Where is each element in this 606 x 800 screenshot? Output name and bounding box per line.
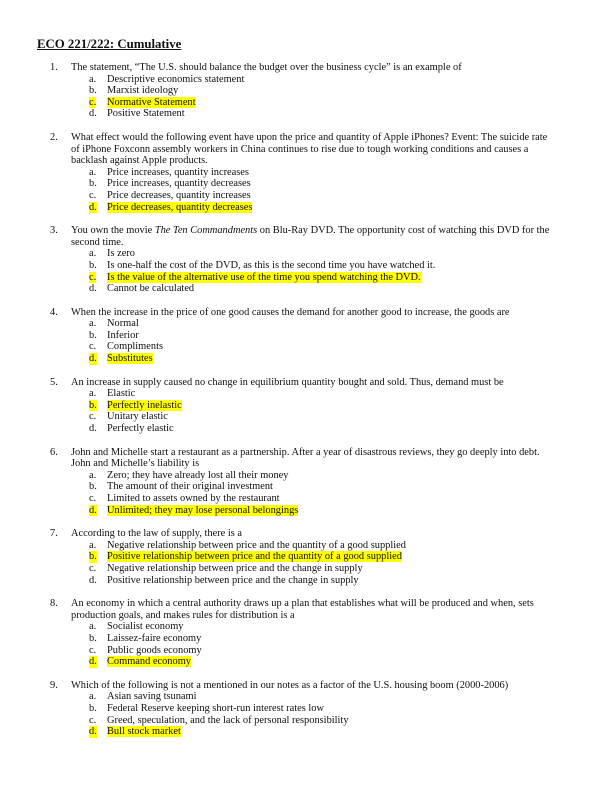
question-number: 7. (50, 528, 58, 540)
option-letter: d. (89, 353, 97, 365)
answer-option (71, 283, 558, 295)
option-letter: b. (89, 481, 97, 493)
option-letter: b. (89, 702, 97, 714)
option-letter: c. (89, 714, 97, 726)
option-text: Elastic (107, 388, 136, 400)
option-text: Compliments (107, 341, 163, 353)
option-text: Positive relationship between price and the change in supply (107, 574, 359, 586)
option-letter: d. (89, 423, 97, 435)
option-text: Is one-half the cost of the DVD, as this is the second time you have watched it. (107, 259, 436, 271)
option-text: Bull stock market (107, 726, 181, 738)
answer-option (71, 575, 558, 587)
option-letter: c. (89, 189, 97, 201)
question-text: When the increase in the price of one good causes the demand for another good to increase, the goods are (71, 306, 510, 318)
option-letter: a. (89, 621, 97, 633)
question-text-part: You own the movie (71, 225, 155, 237)
answer-option (71, 178, 558, 190)
answer-option (71, 260, 558, 272)
answer-option-highlighted (71, 202, 558, 214)
question-number: 9. (50, 679, 58, 691)
answer-option (71, 493, 558, 505)
question-text: The statement, “The U.S. should balance the budget over the business cycle” is an example of (71, 62, 462, 73)
answer-options (71, 691, 558, 737)
option-letter: b. (89, 632, 97, 644)
answer-option (71, 645, 558, 657)
question-number: 3. (50, 225, 58, 237)
answer-option-highlighted (71, 353, 558, 365)
answer-options (71, 388, 558, 434)
option-text: Command economy (107, 656, 191, 668)
answer-option-highlighted (71, 656, 558, 668)
option-letter: c. (89, 493, 97, 504)
question-text: What effect would the following event have upon the price and quantity of Apple iPhones? Event: The suicide rate of iPhone Foxconn assembly workers in China continues to rise due to tough working conditions and causes a backlash against Apple products. (71, 131, 548, 167)
option-text: Asian saving tsunami (107, 691, 197, 703)
answer-options (71, 621, 558, 667)
answer-options (71, 167, 558, 213)
option-text: Is the value of the alternative use of the time you spend watching the DVD. (107, 271, 421, 283)
option-letter: a. (89, 318, 97, 330)
answer-option (71, 248, 558, 260)
answer-option (71, 411, 558, 423)
option-text: Laissez-faire economy (107, 632, 202, 644)
question-list (37, 62, 558, 738)
option-text: Unitary elastic (107, 411, 168, 423)
answer-option-highlighted (71, 726, 558, 738)
answer-option-highlighted (71, 551, 558, 563)
option-letter: c. (89, 644, 97, 656)
answer-option (71, 388, 558, 400)
option-letter: d. (89, 283, 97, 295)
answer-option (71, 190, 558, 202)
option-letter: a. (89, 539, 97, 551)
question-number: 2. (50, 131, 58, 143)
option-letter: a. (89, 691, 97, 703)
question-text-part: on Blu-Ray DVD. The opportunity cost of watching this DVD for the second time. (71, 225, 550, 248)
answer-options (71, 74, 558, 120)
answer-option (71, 423, 558, 435)
answer-option (71, 703, 558, 715)
option-letter: d. (89, 574, 97, 586)
option-text: Zero; they have already lost all their money (107, 469, 289, 481)
answer-option (71, 481, 558, 493)
option-text: Normative Statement (107, 96, 196, 108)
answer-option (71, 563, 558, 575)
question-number: 6. (50, 446, 58, 458)
question-item (37, 377, 558, 435)
option-letter: c. (89, 341, 97, 353)
answer-option (71, 621, 558, 633)
answer-option-highlighted (71, 505, 558, 517)
question-text: John and Michelle start a restaurant as a partnership. After a year of disastrous reviews, they go deeply into debt. John and Michelle’s liability is (71, 446, 540, 470)
question-item (37, 307, 558, 365)
option-letter: d. (89, 201, 97, 213)
document-title: ECO 221/222: Cumulative (37, 37, 182, 51)
answer-option (71, 318, 558, 330)
option-text: Marxist ideology (107, 85, 179, 97)
option-letter: d. (89, 504, 97, 516)
option-letter: a. (89, 388, 97, 400)
question-number: 4. (50, 306, 58, 318)
option-text: Cannot be calculated (107, 283, 195, 295)
question-item (37, 680, 558, 738)
question-text: Which of the following is not a mentioned in our notes as a factor of the U.S. housing boom (2000-2006) (71, 679, 509, 691)
option-text: Negative relationship between price and the change in supply (107, 562, 363, 574)
answer-option-highlighted (71, 97, 558, 109)
question-text-italic: The Ten Commandments (154, 225, 258, 237)
option-letter: a. (89, 248, 97, 260)
question-text: An economy in which a central authority draws up a plan that establishes what will be produced and when, sets production goals, and makes rules for distribution is a (71, 598, 534, 621)
answer-option (71, 330, 558, 342)
option-letter: a. (89, 73, 97, 85)
option-text: Perfectly inelastic (107, 399, 182, 411)
option-text: Substitutes (107, 353, 153, 365)
option-text: Unlimited; they may lose personal belongings (107, 504, 299, 516)
option-text: Negative relationship between price and the quantity of a good supplied (107, 539, 406, 551)
question-number: 8. (50, 598, 58, 610)
answer-option (71, 85, 558, 97)
question-text: According to the law of supply, there is a (71, 528, 243, 540)
question-item (37, 528, 558, 586)
answer-option (71, 108, 558, 120)
question-number: 5. (50, 376, 58, 388)
option-text: Limited to assets owned by the restaurant (107, 493, 280, 504)
option-letter: d. (89, 108, 97, 120)
option-text: Descriptive economics statement (107, 73, 245, 85)
option-text: Greed, speculation, and the lack of personal responsibility (107, 714, 349, 726)
question-number: 1. (50, 62, 58, 73)
option-letter: d. (89, 726, 97, 738)
option-text: Federal Reserve keeping short-run interest rates low (107, 702, 324, 714)
option-letter: c. (89, 562, 97, 574)
question-text: An increase in supply caused no change in equilibrium quantity bought and sold. Thus, demand must be (71, 376, 504, 388)
option-text: Perfectly elastic (107, 423, 174, 435)
option-text: Is zero (107, 248, 135, 260)
option-letter: b. (89, 399, 97, 411)
option-text: The amount of their original investment (107, 481, 273, 493)
answer-options (71, 470, 558, 516)
option-text: Public goods economy (107, 644, 202, 656)
option-letter: b. (89, 178, 97, 190)
option-text: Positive relationship between price and the quantity of a good supplied (107, 551, 402, 563)
question-item (37, 62, 558, 120)
answer-option-highlighted (71, 272, 558, 284)
question-item (37, 447, 558, 517)
answer-options (71, 540, 558, 586)
option-letter: c. (89, 271, 97, 283)
option-text: Socialist economy (107, 621, 184, 633)
answer-option (71, 341, 558, 353)
question-item (37, 598, 558, 668)
option-letter: c. (89, 411, 97, 423)
option-text: Price decreases, quantity decreases (107, 201, 253, 213)
answer-option (71, 470, 558, 482)
option-letter: d. (89, 656, 97, 668)
option-text: Price increases, quantity decreases (107, 178, 251, 190)
option-letter: c. (89, 96, 97, 108)
answer-option (71, 691, 558, 703)
option-text: Inferior (107, 329, 139, 341)
option-letter: b. (89, 329, 97, 341)
answer-option (71, 167, 558, 179)
option-text: Price increases, quantity increases (107, 166, 249, 178)
answer-option (71, 74, 558, 86)
option-letter: a. (89, 469, 97, 481)
option-text: Normal (107, 318, 139, 330)
question-text (71, 225, 558, 248)
answer-option (71, 715, 558, 727)
question-item (37, 132, 558, 213)
option-letter: b. (89, 551, 97, 563)
answer-option-highlighted (71, 400, 558, 412)
option-text: Positive Statement (107, 108, 185, 120)
option-letter: b. (89, 259, 97, 271)
question-item (37, 225, 558, 295)
option-letter: b. (89, 85, 97, 97)
answer-options (71, 248, 558, 294)
option-text: Price decreases, quantity increases (107, 189, 251, 201)
answer-option (71, 633, 558, 645)
answer-options (71, 318, 558, 364)
option-letter: a. (89, 166, 97, 178)
answer-option (71, 540, 558, 552)
